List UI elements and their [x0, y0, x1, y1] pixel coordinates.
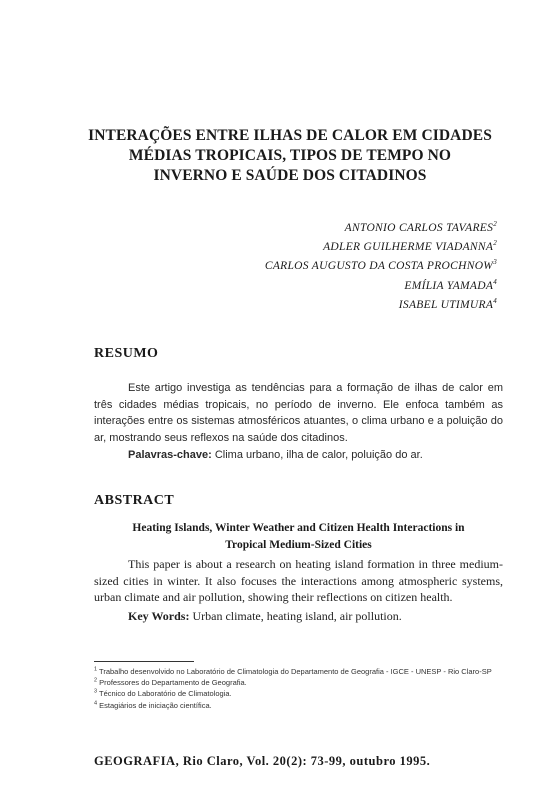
- journal-citation: GEOGRAFIA, Rio Claro, Vol. 20(2): 73-99, outubro 1995.: [94, 754, 431, 768]
- author-1: [265, 219, 497, 238]
- resumo-paragraph: Este artigo investiga as tendências para a formação de ilhas de calor em três cidades médias tropicais, no período de inverno. Ele enfoca também as interações entre os sistemas atmosféricos atuantes, o clima urbano e a poluição do ar, mostrando seus reflexos na saúde dos citadinos.: [94, 382, 503, 444]
- article-title: [70, 126, 510, 186]
- footnote-1: [94, 666, 504, 677]
- abstract-title-line-1: Heating Islands, Winter Weather and Citizen Health Interactions in: [132, 522, 465, 534]
- footnote-4: [94, 700, 504, 711]
- footnote-mark: 2: [94, 677, 98, 684]
- keywords-text: Clima urbano, ilha de calor, poluição do ar.: [214, 449, 423, 461]
- footnote-text: Técnico do Laboratório de Climatologia.: [99, 689, 232, 699]
- author-3: [265, 257, 497, 276]
- author-footnote-mark: 4: [493, 277, 497, 286]
- abstract-title: [94, 520, 503, 554]
- footnote-mark: 1: [94, 666, 98, 673]
- footnote-text: Professores do Departamento de Geografia.: [99, 678, 247, 688]
- abstract-heading: ABSTRACT: [94, 493, 175, 508]
- title-line-2: MÉDIAS TROPICAIS, TIPOS DE TEMPO NO: [128, 147, 452, 164]
- author-footnote-mark: 2: [493, 220, 497, 229]
- author-footnote-mark: 2: [493, 239, 497, 248]
- abstract-title-line-2: Tropical Medium-Sized Cities: [225, 539, 372, 551]
- author-name: ISABEL UTIMURA: [398, 298, 494, 311]
- key-words-label: Key Words:: [128, 608, 190, 623]
- resumo-heading: RESUMO: [94, 346, 159, 361]
- abstract-section: [94, 556, 503, 624]
- author-5: [265, 296, 497, 315]
- footnote-divider: [94, 661, 194, 662]
- author-footnote-mark: 3: [493, 258, 497, 267]
- author-list: [265, 219, 497, 315]
- author-name: EMÍLIA YAMADA: [404, 279, 494, 292]
- resumo-section: [94, 380, 503, 464]
- footnote-mark: 3: [94, 688, 98, 695]
- author-4: [265, 277, 497, 296]
- resumo-keywords: [94, 447, 503, 464]
- author-2: [265, 238, 497, 257]
- title-line-3: INVERNO E SAÚDE DOS CITADINOS: [153, 167, 427, 184]
- author-name: CARLOS AUGUSTO DA COSTA PROCHNOW: [264, 260, 494, 273]
- keywords-label: Palavras-chave:: [128, 449, 212, 461]
- abstract-keywords: [94, 608, 503, 625]
- footnote-text: Estagiários de iniciação científica.: [99, 700, 212, 710]
- author-name: ANTONIO CARLOS TAVARES: [344, 222, 494, 234]
- author-footnote-mark: 4: [493, 296, 497, 305]
- footnote-3: [94, 688, 504, 699]
- footnote-mark: 4: [94, 700, 98, 707]
- footnotes: [94, 666, 504, 711]
- footnote-2: [94, 677, 504, 688]
- author-name: ADLER GUILHERME VIADANNA: [323, 241, 494, 254]
- title-line-1: INTERAÇÕES ENTRE ILHAS DE CALOR EM CIDADES: [88, 127, 492, 144]
- abstract-paragraph: This paper is about a research on heating island formation in three medium-sized cities in winter. It also focuses the interactions among atmospheric systems, urban climate and air pollution, showing their reflections on citizen health.: [94, 557, 503, 604]
- footnote-text: Trabalho desenvolvido no Laboratório de Climatologia do Departamento de Geografia - IGCE - UNESP - Rio Claro-SP: [99, 667, 492, 676]
- key-words-text: Urban climate, heating island, air pollution.: [192, 608, 402, 623]
